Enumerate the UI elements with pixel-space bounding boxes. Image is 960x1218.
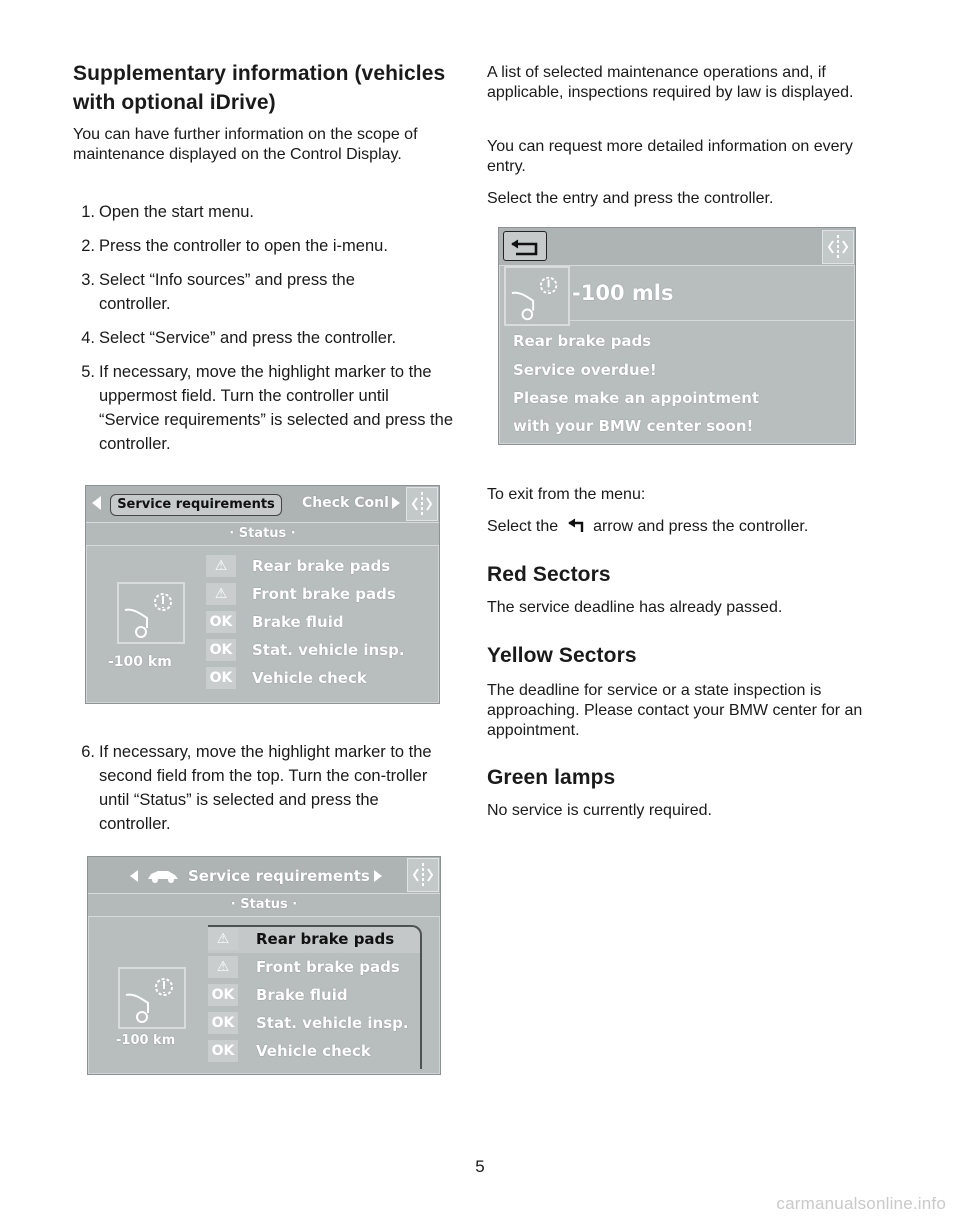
detail-line-2: Service overdue!: [513, 361, 657, 379]
step-text: Select “Info sources” and press the controller.: [99, 271, 355, 313]
exit-instruction: [487, 516, 867, 537]
text-green-lamps: No service is currently required.: [487, 802, 712, 819]
detail-line-3: Please make an appointment: [513, 389, 760, 407]
back-arrow-icon: [504, 232, 546, 260]
page-number: 5: [475, 1157, 485, 1176]
ok-badge: OK: [206, 639, 236, 661]
list-item-label: Brake fluid: [256, 986, 348, 1004]
paragraph-detail-info: You can request more detailed information on every entry.: [487, 138, 853, 175]
idrive-screen-service-requirements: [85, 485, 440, 704]
car-lift-icon: [120, 969, 184, 1027]
ok-badge: OK: [208, 1012, 238, 1034]
distance-value: -100 km: [108, 654, 172, 670]
warning-triangle-icon: ⚠: [208, 956, 238, 978]
arrow-left-icon: [130, 870, 138, 882]
list-item[interactable]: [208, 1039, 440, 1063]
list-item-label: Vehicle check: [252, 669, 367, 687]
vehicle-service-icon: [117, 582, 185, 644]
exit-instruction-start: Select the: [487, 518, 559, 535]
controller-nav-button[interactable]: [822, 230, 854, 264]
car-lift-icon: [119, 584, 183, 642]
service-list: [208, 917, 440, 1074]
step-number: 6.: [81, 743, 95, 761]
controller-arrows-icon: [408, 859, 438, 891]
steps-list-a: [73, 200, 453, 456]
step-number: 5.: [81, 363, 95, 381]
text-red-sectors: The service deadline has already passed.: [487, 599, 783, 616]
list-item[interactable]: [208, 983, 440, 1007]
idrive-screen-entry-detail: [498, 227, 856, 445]
back-arrow-icon: [567, 516, 587, 534]
screen-top-bar: [499, 228, 855, 266]
arrow-left-icon: [92, 496, 101, 510]
list-item-label: Rear brake pads: [252, 557, 391, 575]
exit-intro: To exit from the menu:: [487, 486, 646, 503]
list-scroll-edge: [420, 939, 422, 1069]
step-6: [73, 740, 453, 836]
steps-list-b: [73, 740, 453, 836]
heading-yellow-sectors: Yellow Sectors: [487, 644, 637, 667]
intro-paragraph: You can have further information on the scope of maintenance displayed on the Control Display.: [73, 126, 418, 163]
warning-triangle-icon: ⚠: [206, 555, 236, 577]
paragraph-select-entry: Select the entry and press the controller.: [487, 190, 774, 207]
list-item[interactable]: [206, 554, 439, 578]
step-1: [73, 200, 453, 224]
heading-red-sectors: Red Sectors: [487, 563, 611, 586]
list-item-label: Rear brake pads: [256, 930, 395, 948]
heading-line-1: Supplementary information (vehicles: [73, 62, 446, 85]
service-list: [206, 546, 439, 703]
vehicle-service-icon: [118, 967, 186, 1029]
screen-header-divider: [569, 320, 855, 321]
back-button[interactable]: [503, 231, 547, 261]
step-number: 1.: [81, 203, 95, 221]
text-yellow-sectors: The deadline for service or a state inspection is approaching. Please contact your BMW center for an appointment.: [487, 682, 863, 739]
detail-line-4: with your BMW center soon!: [513, 417, 754, 435]
screen-body: [88, 917, 440, 1074]
status-bar[interactable]: · Status ·: [88, 894, 440, 917]
ok-badge: OK: [208, 1040, 238, 1062]
screen-top-bar: [86, 486, 439, 523]
list-item-label: Stat. vehicle insp.: [256, 1014, 409, 1032]
watermark: carmanualsonline.info: [776, 1194, 946, 1213]
list-item[interactable]: [206, 666, 439, 690]
list-item-label: Stat. vehicle insp.: [252, 641, 405, 659]
step-number: 2.: [81, 237, 95, 255]
list-item-label: Front brake pads: [252, 585, 396, 603]
warning-triangle-icon: ⚠: [206, 583, 236, 605]
screen-top-bar: [88, 857, 440, 894]
car-icon: [146, 868, 180, 884]
warning-triangle-icon: ⚠: [208, 928, 238, 950]
section-heading: [73, 59, 473, 117]
distance-value: -100 km: [116, 1033, 176, 1048]
list-item[interactable]: [208, 955, 440, 979]
controller-nav-button[interactable]: [406, 487, 438, 521]
arrow-right-icon: [374, 870, 382, 882]
step-text: Open the start menu.: [99, 203, 255, 221]
list-item-label: Front brake pads: [256, 958, 400, 976]
step-5: [73, 360, 453, 456]
step-text: If necessary, move the highlight marker to the uppermost field. Turn the controller until “Service requirements” is selected and press the controller.: [99, 363, 453, 453]
step-3: [73, 268, 453, 316]
step-number: 4.: [81, 329, 95, 347]
step-text: Press the controller to open the i-menu.: [99, 237, 388, 255]
screen-body: [86, 546, 439, 703]
exit-instruction-end: arrow and press the controller.: [593, 518, 809, 535]
list-item[interactable]: [206, 610, 439, 634]
list-item-label: Vehicle check: [256, 1042, 371, 1060]
step-number: 3.: [81, 271, 95, 289]
ok-badge: OK: [206, 667, 236, 689]
paragraph-list-info: A list of selected maintenance operations and, if applicable, inspections required by law is displayed.: [487, 64, 854, 101]
step-4: [73, 326, 453, 350]
controller-nav-button[interactable]: [407, 858, 439, 892]
controller-arrows-icon: [823, 231, 853, 263]
list-item-highlighted[interactable]: [208, 925, 422, 953]
arrow-right-icon: [392, 497, 400, 509]
detail-line-1: Rear brake pads: [513, 332, 652, 350]
status-bar[interactable]: · Status ·: [86, 523, 439, 546]
idrive-screen-status: [87, 856, 441, 1075]
ok-badge: OK: [206, 611, 236, 633]
ok-badge: OK: [208, 984, 238, 1006]
list-item[interactable]: [206, 582, 439, 606]
step-2: [73, 234, 453, 258]
list-item[interactable]: [208, 1011, 440, 1035]
step-text: If necessary, move the highlight marker to the second field from the top. Turn the con-troller until “Status” is selected and press the controller.: [99, 743, 432, 833]
step-text: Select “Service” and press the controller.: [99, 329, 397, 347]
list-item-label: Brake fluid: [252, 613, 344, 631]
list-item[interactable]: [206, 638, 439, 662]
tab-service-requirements[interactable]: Service requirements: [110, 494, 282, 516]
tab-check-control[interactable]: Check Conl: [302, 495, 389, 511]
heading-green-lamps: Green lamps: [487, 766, 616, 789]
vehicle-service-icon: [504, 266, 570, 326]
controller-arrows-icon: [407, 488, 437, 520]
heading-line-2: with optional iDrive): [73, 91, 276, 114]
screen-title: Service requirements: [188, 867, 370, 885]
distance-value: -100 mls: [572, 281, 674, 305]
car-lift-icon: [506, 268, 568, 324]
